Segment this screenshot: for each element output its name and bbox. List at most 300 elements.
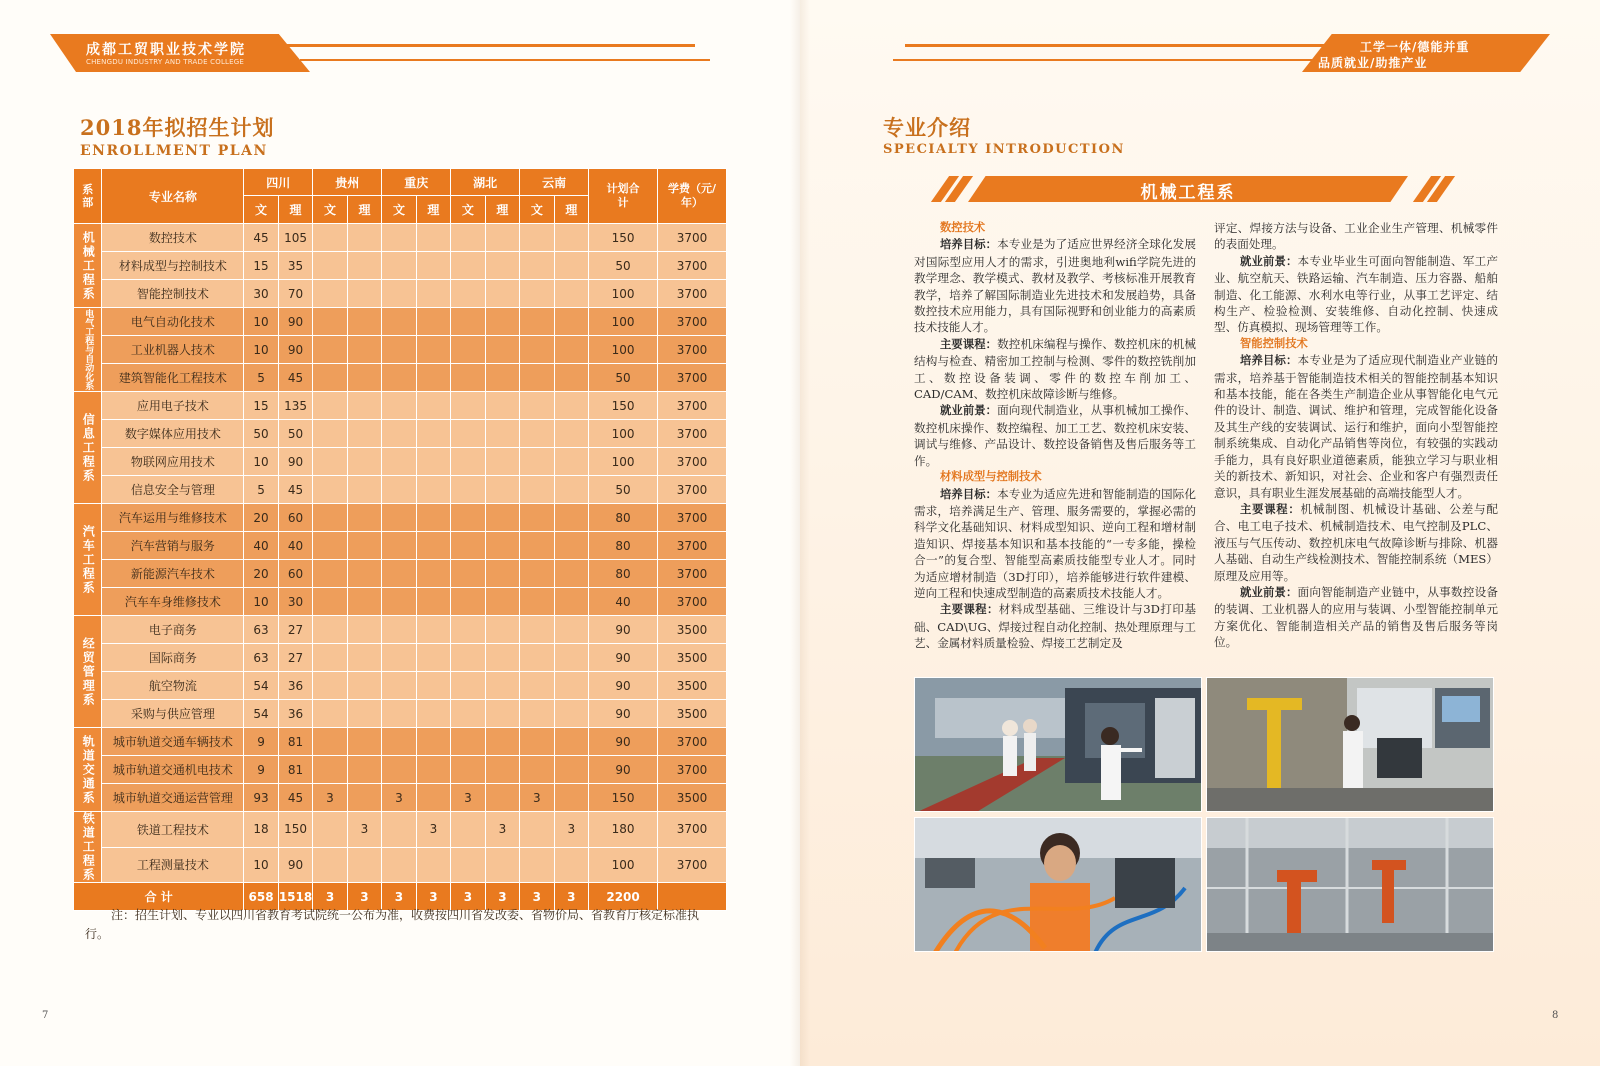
fee-cell: 3500 (658, 700, 727, 728)
quota-cell: 5 (244, 476, 278, 504)
plan-total-cell: 50 (589, 476, 658, 504)
quota-cell (313, 252, 347, 280)
quota-cell (451, 280, 485, 308)
table-row (74, 532, 727, 560)
quota-cell (313, 392, 347, 420)
quota-cell (347, 784, 381, 812)
quota-cell (520, 756, 554, 784)
paragraph-text: 数控机床编程与操作、数控机床的机械结构与检查、精密加工控制与检测、零件的数控铣削加工、数控设备装调、零件的数控车削加工、CAD/CAM、数控机床故障诊断与维修。 (914, 336, 1196, 402)
fee-cell: 3700 (658, 476, 727, 504)
major-name: 数字媒体应用技术 (102, 420, 244, 448)
quota-cell (554, 616, 588, 644)
major-subheading: 智能控制技术 (1240, 336, 1308, 350)
slogan-banner (1302, 34, 1550, 72)
quota-cell (382, 812, 416, 848)
quota-cell: 50 (244, 420, 278, 448)
quota-cell (554, 728, 588, 756)
paragraph-text: 材料成型基础、三维设计与3D打印基础、CAD\UG、焊接过程自动化控制、热处理原理与工艺、金属材料质量检验、焊接工艺制定及 (914, 602, 1196, 651)
quota-cell (416, 364, 450, 392)
enrollment-title-en: ENROLLMENT PLAN (80, 143, 268, 159)
enrollment-title: 2018年拟招生计划 (80, 115, 275, 140)
fee-cell: 3500 (658, 644, 727, 672)
quota-cell (520, 224, 554, 252)
quota-cell (382, 224, 416, 252)
quota-cell: 27 (278, 644, 312, 672)
quota-cell (382, 700, 416, 728)
paragraph-label: 主要课程： (940, 603, 999, 617)
header-plan-total: 计划合计 (589, 169, 658, 224)
paragraph-text: 面向智能制造产业链中，从事数控设备的装调、工业机器人的应用与装调、小型智能控制单元方案优化、智能制造相关产品的销售及售后服务等岗位。 (1214, 584, 1498, 650)
quota-cell (313, 700, 347, 728)
quota-cell (416, 784, 450, 812)
quota-cell (347, 532, 381, 560)
quota-cell: 15 (244, 392, 278, 420)
quota-cell: 3 (554, 812, 588, 848)
quota-cell: 20 (244, 560, 278, 588)
major-name: 城市轨道交通机电技术 (102, 756, 244, 784)
quota-cell (313, 588, 347, 616)
quota-cell (554, 252, 588, 280)
department-cell: 汽车工程系 (74, 504, 102, 616)
quota-cell: 9 (244, 756, 278, 784)
major-name: 城市轨道交通运营管理 (102, 784, 244, 812)
quota-cell: 3 (520, 784, 554, 812)
fee-cell: 3700 (658, 448, 727, 476)
major-name: 数控技术 (102, 224, 244, 252)
quota-cell (416, 448, 450, 476)
quota-cell (451, 448, 485, 476)
quota-cell (313, 308, 347, 336)
table-row (74, 756, 727, 784)
quota-cell (347, 728, 381, 756)
quota-cell (416, 308, 450, 336)
plan-total-cell: 80 (589, 504, 658, 532)
quota-cell: 63 (244, 644, 278, 672)
quota-cell: 93 (244, 784, 278, 812)
quota-cell (451, 728, 485, 756)
table-row (74, 336, 727, 364)
quota-cell (382, 364, 416, 392)
paragraph-label: 培养目标： (940, 487, 998, 501)
major-name: 电气自动化技术 (102, 308, 244, 336)
quota-cell (313, 224, 347, 252)
quota-cell (554, 847, 588, 883)
table-row (74, 364, 727, 392)
quota-cell: 40 (278, 532, 312, 560)
quota-cell (485, 700, 519, 728)
department-cell: 经贸管理系 (74, 616, 102, 728)
fee-cell: 3700 (658, 364, 727, 392)
plan-total-cell: 100 (589, 336, 658, 364)
paragraph-label: 就业前景： (940, 404, 998, 418)
table-row (74, 308, 727, 336)
quota-cell (451, 420, 485, 448)
header-dept: 系部 (74, 169, 102, 224)
quota-cell (382, 336, 416, 364)
department-cell: 铁道工程系 (74, 812, 102, 883)
quota-cell (416, 700, 450, 728)
major-name: 采购与供应管理 (102, 700, 244, 728)
quota-cell (520, 644, 554, 672)
table-row (74, 588, 727, 616)
quota-cell (382, 252, 416, 280)
quota-cell (347, 224, 381, 252)
quota-cell (554, 588, 588, 616)
table-row (74, 252, 727, 280)
quota-cell (554, 448, 588, 476)
quota-cell (485, 476, 519, 504)
quota-cell (554, 476, 588, 504)
quota-cell (382, 560, 416, 588)
major-name: 铁道工程技术 (102, 812, 244, 848)
quota-cell: 90 (278, 308, 312, 336)
plan-total-cell: 90 (589, 728, 658, 756)
header-wen: 文 (451, 196, 485, 224)
quota-cell (451, 616, 485, 644)
quota-cell (313, 672, 347, 700)
table-row (74, 224, 727, 252)
quota-cell (416, 252, 450, 280)
fee-cell: 3700 (658, 728, 727, 756)
major-name: 城市轨道交通车辆技术 (102, 728, 244, 756)
total-cell: 3 (451, 883, 485, 911)
plan-total-cell: 90 (589, 644, 658, 672)
quota-cell (520, 728, 554, 756)
quota-cell: 45 (244, 224, 278, 252)
quota-cell (485, 847, 519, 883)
header-province: 贵州 (313, 169, 382, 196)
total-cell: 3 (485, 883, 519, 911)
major-subheading: 数控技术 (940, 221, 986, 234)
quota-cell: 50 (278, 420, 312, 448)
plan-total-cell: 100 (589, 420, 658, 448)
quota-cell (485, 392, 519, 420)
header-li: 理 (554, 196, 588, 224)
quota-cell (313, 728, 347, 756)
quota-cell (347, 700, 381, 728)
quota-cell (485, 756, 519, 784)
fee-cell: 3700 (658, 588, 727, 616)
fee-cell: 3700 (658, 756, 727, 784)
quota-cell: 54 (244, 700, 278, 728)
quota-cell (451, 588, 485, 616)
quota-cell (313, 532, 347, 560)
header-wen: 文 (520, 196, 554, 224)
quota-cell (347, 616, 381, 644)
quota-cell (416, 532, 450, 560)
major-name: 电子商务 (102, 616, 244, 644)
quota-cell (554, 280, 588, 308)
plan-total-cell: 90 (589, 672, 658, 700)
quota-cell (520, 812, 554, 848)
table-row (74, 616, 727, 644)
quota-cell (313, 336, 347, 364)
quota-cell: 30 (244, 280, 278, 308)
quota-cell: 5 (244, 364, 278, 392)
header-wen: 文 (244, 196, 278, 224)
quota-cell (520, 700, 554, 728)
table-row (74, 392, 727, 420)
paragraph (1214, 253, 1498, 336)
quota-cell (313, 756, 347, 784)
table-row (74, 784, 727, 812)
quota-cell (347, 672, 381, 700)
fee-cell: 3700 (658, 336, 727, 364)
quota-cell (520, 336, 554, 364)
quota-cell (485, 616, 519, 644)
quota-cell (347, 448, 381, 476)
quota-cell (554, 420, 588, 448)
paragraph (914, 336, 1196, 403)
paragraph (914, 402, 1196, 469)
quota-cell (520, 672, 554, 700)
table-row (74, 280, 727, 308)
paragraph-text: 本专业为适应先进和智能制造的国际化需求，培养满足生产、管理、服务需要的，掌握必需的科学文化基础知识、材料成型知识、逆向工程和增材制造知识、焊接基本知识和基本技能的“一专多能，操检合一”的复合型、智能型高素质技能型专业人才。同时为适应增材制造（3D打印），培养能够进行软件建模、逆向工程和快速成型制造的高素质技术技能人才。 (914, 486, 1196, 600)
photo-pneumatic-training (914, 817, 1202, 952)
paragraph-text: 本专业是为了适应现代制造业产业链的需求，培养基于智能制造技术相关的智能控制基本知识和基本技能，能在各类生产制造企业从事智能化电气元件的设计、制造、调试、维护和管理，完成智能化设备及其生产线的安装调试、运行和维护，面向小型智能控制系统集成、自动化产品销售等岗位，有较强的实践动手能力，具有良好职业道德素质，能独立学习与职业相关的新技术、新知识，对社会、企业和客户有强烈责任意识，具有职业生涯发展基础的高端技能型人才。 (1214, 353, 1498, 500)
table-row (74, 448, 727, 476)
quota-cell: 135 (278, 392, 312, 420)
photo-robot-cells (1206, 817, 1494, 952)
slogan-line-1: 工学一体/德能并重 (1360, 40, 1470, 54)
quota-cell: 70 (278, 280, 312, 308)
quota-cell (347, 364, 381, 392)
quota-cell (451, 364, 485, 392)
quota-cell: 3 (485, 812, 519, 848)
header-rule (893, 59, 1313, 61)
plan-total-cell: 90 (589, 616, 658, 644)
quota-cell (520, 420, 554, 448)
major-subheading: 材料成型与控制技术 (940, 470, 1042, 484)
header-province: 云南 (520, 169, 589, 196)
quota-cell: 36 (278, 700, 312, 728)
total-label: 合 计 (74, 883, 244, 911)
quota-cell (554, 336, 588, 364)
quota-cell: 45 (278, 364, 312, 392)
quota-cell (554, 756, 588, 784)
quota-cell: 90 (278, 448, 312, 476)
quota-cell (382, 392, 416, 420)
paragraph (914, 601, 1196, 651)
header-fee: 学费（元/年） (658, 169, 727, 224)
quota-cell: 3 (347, 812, 381, 848)
quota-cell: 45 (278, 476, 312, 504)
college-name-cn: 成都工贸职业技术学院 (86, 42, 246, 58)
paragraph-label: 就业前景： (1240, 254, 1298, 268)
major-name: 汽车营销与服务 (102, 532, 244, 560)
quota-cell (451, 812, 485, 848)
quota-cell (485, 224, 519, 252)
quota-cell (451, 644, 485, 672)
quota-cell (347, 420, 381, 448)
quota-cell (451, 756, 485, 784)
quota-cell (485, 504, 519, 532)
fee-cell: 3500 (658, 672, 727, 700)
quota-cell (382, 504, 416, 532)
plan-total-cell: 100 (589, 847, 658, 883)
page-number-left: 7 (42, 1010, 49, 1021)
quota-cell (382, 588, 416, 616)
quota-cell (313, 448, 347, 476)
quota-cell (554, 532, 588, 560)
specialty-column-2 (1214, 220, 1498, 651)
quota-cell: 45 (278, 784, 312, 812)
quota-cell (451, 252, 485, 280)
quota-cell: 15 (244, 252, 278, 280)
quota-cell (382, 280, 416, 308)
quota-cell (313, 364, 347, 392)
department-cell: 信息工程系 (74, 392, 102, 504)
total-cell: 3 (416, 883, 450, 911)
quota-cell (485, 336, 519, 364)
quota-cell (485, 784, 519, 812)
quota-cell (416, 672, 450, 700)
quota-cell (313, 847, 347, 883)
quota-cell (485, 448, 519, 476)
paragraph-label: 主要课程： (940, 337, 998, 351)
table-row (74, 420, 727, 448)
quota-cell (382, 448, 416, 476)
quota-cell: 10 (244, 448, 278, 476)
fee-cell: 3700 (658, 392, 727, 420)
header-li: 理 (278, 196, 312, 224)
quota-cell: 27 (278, 616, 312, 644)
quota-cell (347, 280, 381, 308)
quota-cell (382, 532, 416, 560)
total-cell: 3 (313, 883, 347, 911)
plan-total-cell: 80 (589, 560, 658, 588)
quota-cell (451, 504, 485, 532)
major-name: 信息安全与管理 (102, 476, 244, 504)
quota-cell: 81 (278, 756, 312, 784)
quota-cell (313, 420, 347, 448)
header-li: 理 (347, 196, 381, 224)
header-major: 专业名称 (102, 169, 244, 224)
fee-cell: 3700 (658, 847, 727, 883)
quota-cell (520, 532, 554, 560)
quota-cell: 18 (244, 812, 278, 848)
quota-cell (416, 504, 450, 532)
quota-cell (382, 308, 416, 336)
paragraph-text: 机械制图、机械设计基础、公差与配合、电工电子技术、机械制造技术、电气控制及PLC、液压与气压传动、数控机床电气故障诊断与排除、机器人基础、自动生产线检测技术、智能控制系统（MES）原理及应用等。 (1214, 501, 1498, 583)
fee-cell: 3500 (658, 784, 727, 812)
header-province: 四川 (244, 169, 313, 196)
quota-cell (485, 588, 519, 616)
fee-cell: 3700 (658, 224, 727, 252)
enrollment-note: 注：招生计划、专业以四川省教育考试院统一公布为准，收费按四川省发改委、省物价局、省教育厅核定标准执行。 (85, 908, 700, 941)
paragraph (1214, 501, 1498, 584)
plan-total-cell: 150 (589, 784, 658, 812)
quota-cell (416, 224, 450, 252)
plan-total-cell: 40 (589, 588, 658, 616)
paragraph-text: 本专业毕业生可面向智能制造、军工产业、航空航天、铁路运输、汽车制造、压力容器、船舶制造、化工能源、水利水电等行业，从事工艺评定、结构生产、检验检测、安装维修、自动化控制、快速成型、仿真模拟、现场管理等工作。 (1214, 253, 1498, 335)
slogan-line-2: 品质就业/助推产业 (1318, 56, 1428, 70)
quota-cell (485, 420, 519, 448)
quota-cell (485, 280, 519, 308)
quota-cell (347, 560, 381, 588)
quota-cell (554, 700, 588, 728)
quota-cell (520, 280, 554, 308)
quota-cell (485, 644, 519, 672)
header-li: 理 (416, 196, 450, 224)
total-cell: 658 (244, 883, 278, 911)
paragraph-label: 培养目标： (1240, 354, 1298, 368)
quota-cell (382, 420, 416, 448)
quota-cell (347, 476, 381, 504)
major-name: 材料成型与控制技术 (102, 252, 244, 280)
photo-workshop (914, 677, 1202, 812)
header-province: 湖北 (451, 169, 520, 196)
quota-cell (520, 448, 554, 476)
fee-cell: 3500 (658, 616, 727, 644)
quota-cell (313, 812, 347, 848)
paragraph-label: 培养目标： (940, 238, 998, 252)
major-name: 汽车车身维修技术 (102, 588, 244, 616)
quota-cell (347, 756, 381, 784)
table-row (74, 476, 727, 504)
table-row (74, 504, 727, 532)
specialty-title: 专业介绍 (883, 115, 971, 140)
quota-cell: 10 (244, 336, 278, 364)
plan-total-cell: 50 (589, 252, 658, 280)
quota-cell: 3 (313, 784, 347, 812)
quota-cell (554, 224, 588, 252)
header-province: 重庆 (382, 169, 451, 196)
quota-cell (313, 644, 347, 672)
plan-total-cell: 50 (589, 364, 658, 392)
quota-cell (416, 392, 450, 420)
paragraph (914, 486, 1196, 602)
page-gutter (790, 0, 810, 1066)
quota-cell (313, 616, 347, 644)
quota-cell (554, 504, 588, 532)
plan-total-cell: 150 (589, 392, 658, 420)
department-cell: 电气工程与自动化系 (74, 308, 102, 392)
quota-cell: 60 (278, 504, 312, 532)
quota-cell (485, 560, 519, 588)
quota-cell (520, 392, 554, 420)
table-row (74, 812, 727, 848)
quota-cell: 90 (278, 847, 312, 883)
table-row (74, 728, 727, 756)
specialty-title-en: SPECIALTY INTRODUCTION (883, 142, 1125, 157)
fee-cell: 3700 (658, 560, 727, 588)
paragraph-label: 就业前景： (1240, 585, 1298, 599)
major-name: 工程测量技术 (102, 847, 244, 883)
quota-cell: 3 (382, 784, 416, 812)
quota-cell (347, 252, 381, 280)
quota-cell (347, 847, 381, 883)
paragraph (1214, 352, 1498, 501)
quota-cell (451, 476, 485, 504)
paragraph-text: 面向现代制造业，从事机械加工操作、数控机床操作、数控编程、加工工艺、数控机床安装、调试与维修、产品设计、数控设备销售及售后服务等工作。 (914, 403, 1196, 468)
quota-cell (485, 252, 519, 280)
fee-cell: 3700 (658, 812, 727, 848)
total-cell: 3 (382, 883, 416, 911)
paragraph (914, 236, 1196, 335)
quota-cell (313, 504, 347, 532)
quota-cell: 90 (278, 336, 312, 364)
table-row (74, 847, 727, 883)
quota-cell (347, 308, 381, 336)
header-rule (300, 59, 710, 61)
paragraph (1214, 584, 1498, 651)
quota-cell (451, 847, 485, 883)
quota-cell (416, 280, 450, 308)
quota-cell (347, 588, 381, 616)
major-name: 汽车运用与维修技术 (102, 504, 244, 532)
plan-total-cell: 90 (589, 700, 658, 728)
